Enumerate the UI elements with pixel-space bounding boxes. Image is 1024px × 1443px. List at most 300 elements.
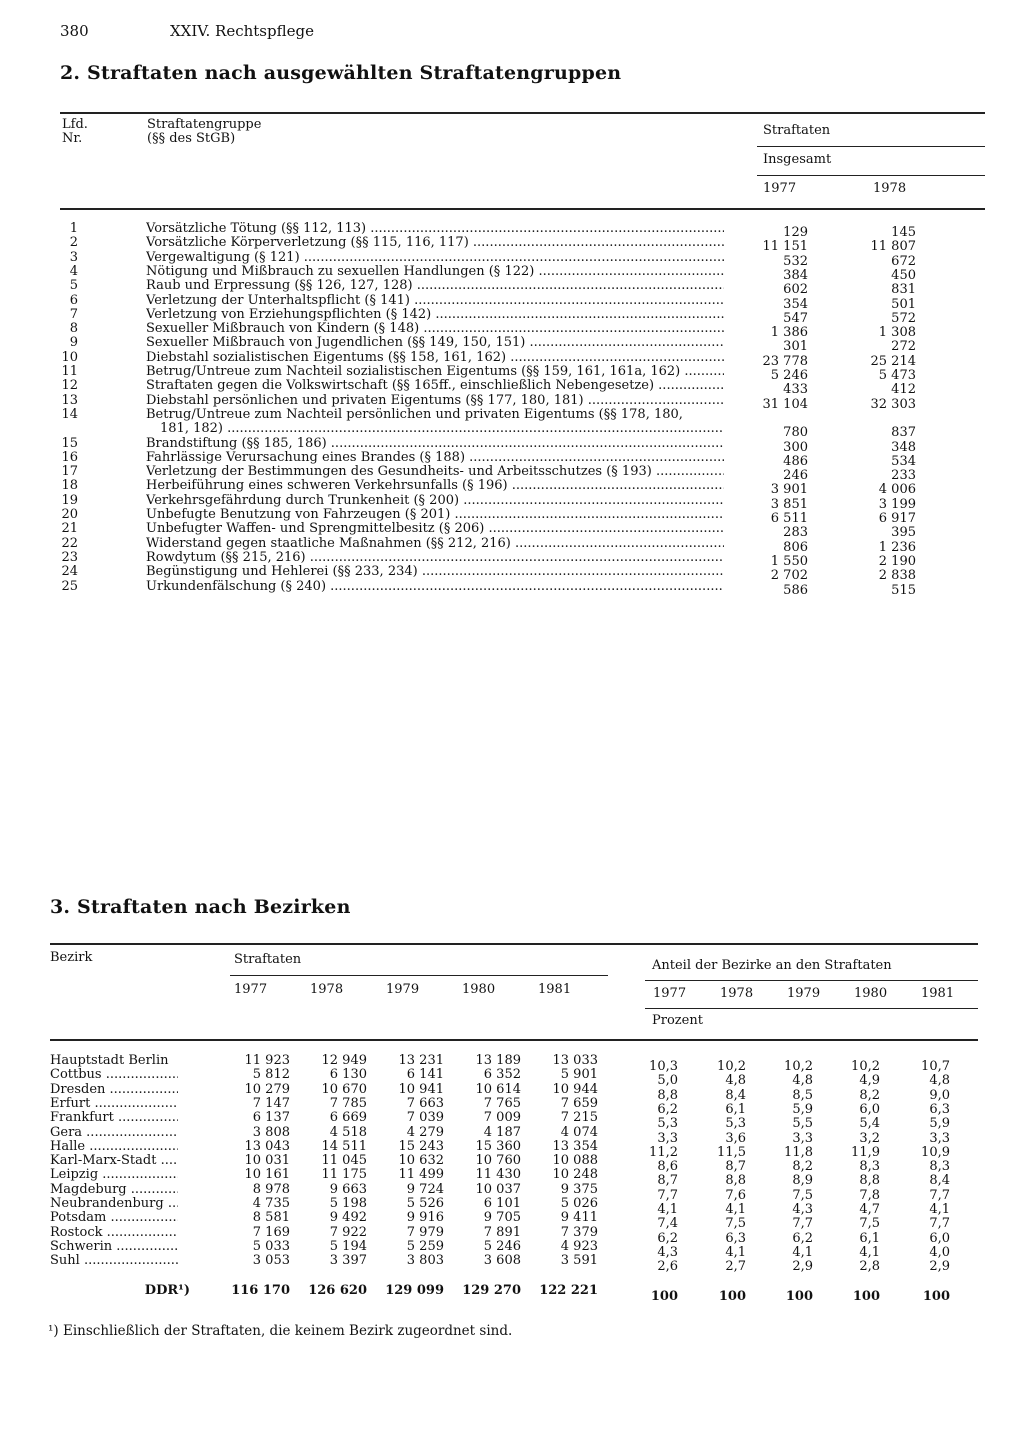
pct-value: 2,6 (657, 1259, 678, 1275)
value-1977: 3 851 (770, 496, 808, 512)
table3-col-straftaten: Straftaten (234, 952, 302, 967)
pct-value: 7,5 (725, 1216, 746, 1232)
table-row (0, 549, 1024, 569)
pct-year-1978: 1978 (720, 986, 754, 1001)
value-1977: 5 246 (770, 368, 808, 383)
value-1977: 547 (783, 310, 808, 326)
pct-value: 2,9 (792, 1259, 813, 1275)
value-1977: 246 (783, 468, 808, 484)
table-row (0, 1253, 1024, 1275)
row-label: Urkundenfälschung (§ 240) ..... (146, 580, 724, 594)
value-1978: 395 (891, 525, 916, 541)
pct-value: 8,2 (859, 1087, 880, 1103)
value-1978: 272 (891, 339, 916, 355)
table-row (0, 349, 1024, 369)
table-row (0, 464, 1024, 484)
value-1977: 3 901 (770, 482, 808, 498)
value-1977: 1 386 (770, 325, 808, 341)
abs-value: 13 231 (398, 1053, 444, 1068)
pct-value: 4,8 (725, 1073, 746, 1089)
pct-value: 5,9 (929, 1116, 950, 1132)
pct-value: 6,1 (725, 1101, 746, 1117)
bezirk-name: Gera ..... (50, 1126, 178, 1140)
pct-value: 5,0 (657, 1073, 678, 1089)
page-number: 380 (60, 22, 89, 40)
abs-value: 6 669 (329, 1110, 367, 1126)
table2-col-insgesamt: Insgesamt (763, 152, 832, 167)
abs-value: 7 891 (483, 1224, 521, 1240)
value-1977: 532 (783, 253, 808, 269)
table3-top-rule (50, 943, 978, 945)
row-number: 16 (61, 449, 78, 465)
total-abs-value: 129 099 (385, 1283, 444, 1298)
total-abs-value: 122 221 (539, 1283, 598, 1298)
value-1977: 586 (783, 582, 808, 598)
value-1978: 348 (891, 439, 916, 455)
row-number: 12 (61, 378, 78, 394)
row-label: Sexueller Mißbrauch von Jugendlichen (§§ 149, 150, 151) ..... (146, 336, 724, 350)
abs-value: 9 492 (329, 1210, 367, 1226)
row-label: Widerstand gegen staatliche Maßnahmen (§§ 212, 216) ..... (146, 537, 724, 551)
row-number: 23 (61, 549, 78, 565)
abs-value: 5 026 (560, 1196, 598, 1211)
pct-value: 6,3 (929, 1101, 950, 1117)
row-number: 11 (61, 364, 78, 379)
value-1977: 300 (783, 439, 808, 455)
table3-head-rule (50, 1039, 978, 1041)
value-1978: 5 473 (878, 368, 916, 383)
row-label: Brandstiftung (§§ 185, 186) ..... (146, 437, 724, 451)
abs-year-1981: 1981 (538, 982, 572, 997)
pct-value: 11,5 (717, 1144, 746, 1160)
pct-value: 6,2 (792, 1230, 813, 1246)
abs-value: 5 194 (329, 1238, 367, 1254)
value-1978: 32 303 (870, 396, 916, 412)
row-label: Betrug/Untreue zum Nachteil sozialistischen Eigentums (§§ 159, 161, 161a, 162) ..... (146, 365, 724, 379)
pct-value: 7,7 (929, 1187, 950, 1203)
value-1978: 837 (891, 425, 916, 441)
row-label: Vorsätzliche Tötung (§§ 112, 113) ..... (146, 222, 724, 236)
abs-value: 7 039 (406, 1110, 444, 1126)
pct-value: 8,8 (657, 1087, 678, 1103)
abs-value: 10 670 (321, 1081, 367, 1097)
abs-value: 5 246 (483, 1238, 521, 1254)
abs-value: 5 033 (252, 1238, 290, 1254)
value-1977: 23 778 (762, 353, 808, 369)
abs-value: 5 812 (252, 1067, 290, 1083)
table2-rule-insgesamt (757, 175, 985, 176)
row-label: Fahrlässige Verursachung eines Brandes (§ 188) ..... (146, 451, 724, 465)
abs-value: 9 724 (406, 1181, 444, 1197)
pct-value: 4,1 (792, 1244, 813, 1260)
abs-year-1978: 1978 (310, 982, 344, 997)
value-1978: 4 006 (878, 482, 916, 498)
row-number: 24 (61, 564, 78, 580)
table2-head-rule (60, 208, 985, 210)
row-number: 19 (61, 492, 78, 508)
value-1977: 806 (783, 539, 808, 555)
abs-value: 11 923 (244, 1053, 290, 1068)
total-pct-value: 100 (650, 1289, 678, 1304)
pct-value: 8,7 (657, 1173, 678, 1189)
table-row (0, 235, 1024, 255)
row-label: Sexueller Mißbrauch von Kindern (§ 148) ..... (146, 322, 724, 336)
abs-value: 10 944 (552, 1081, 598, 1097)
value-1978: 145 (891, 225, 916, 240)
value-1978: 412 (891, 382, 916, 398)
bezirk-name: Suhl ..... (50, 1254, 178, 1268)
value-1978: 2 838 (878, 568, 916, 584)
pct-value: 5,3 (725, 1116, 746, 1132)
pct-value: 4,9 (859, 1073, 880, 1089)
col-nr-line1: Lfd. (62, 117, 88, 132)
row-label: Vergewaltigung (§ 121) ..... (146, 251, 724, 265)
value-1978: 6 917 (878, 511, 916, 526)
pct-value: 4,8 (929, 1073, 950, 1089)
value-1978: 2 190 (878, 553, 916, 569)
value-1977: 11 151 (762, 239, 808, 255)
abs-value: 3 803 (406, 1253, 444, 1269)
pct-year-1980: 1980 (854, 986, 888, 1001)
row-label: Verletzung von Erziehungspflichten (§ 142) ..... (146, 308, 724, 322)
pct-value: 8,8 (725, 1173, 746, 1189)
abs-value: 7 169 (252, 1224, 290, 1240)
pct-value: 8,8 (859, 1173, 880, 1189)
row-number: 4 (69, 263, 78, 279)
pct-value: 7,7 (929, 1216, 950, 1232)
row-label: Raub und Erpressung (§§ 126, 127, 128) ..... (146, 279, 724, 293)
table2-col-straftaten: Straftaten (763, 123, 831, 138)
bezirk-name: Hauptstadt Berlin (50, 1053, 169, 1068)
abs-value: 7 009 (483, 1110, 521, 1126)
bezirk-name: Halle ..... (50, 1140, 178, 1154)
abs-value: 10 632 (398, 1153, 444, 1169)
value-1978: 501 (891, 296, 916, 312)
row-number: 8 (69, 321, 78, 337)
pct-value: 7,7 (657, 1187, 678, 1203)
pct-value: 3,2 (859, 1130, 880, 1146)
table2-col-nr (62, 118, 88, 146)
table-row (0, 221, 1024, 240)
table-row (0, 478, 1024, 498)
abs-value: 10 088 (552, 1153, 598, 1169)
value-1977: 384 (783, 267, 808, 283)
value-1977: 354 (783, 296, 808, 312)
table-row (0, 378, 1024, 398)
abs-value: 11 499 (398, 1167, 444, 1183)
table-row (0, 449, 1024, 469)
abs-year-1980: 1980 (462, 982, 496, 997)
pct-value: 10,9 (921, 1144, 950, 1160)
abs-value: 13 033 (552, 1053, 598, 1068)
value-1978: 450 (891, 267, 916, 283)
table-row (0, 535, 1024, 555)
bezirk-name: Schwerin ..... (50, 1240, 178, 1254)
row-label: Verletzung der Bestimmungen des Gesundheits- und Arbeitsschutzes (§ 193) ..... (146, 465, 724, 479)
abs-value: 3 608 (483, 1253, 521, 1269)
pct-value: 10,2 (784, 1059, 813, 1074)
table3-rule-straftaten (230, 975, 608, 976)
chapter-title: XXIV. Rechtspflege (170, 22, 314, 40)
abs-value: 7 979 (406, 1224, 444, 1240)
abs-value: 15 360 (475, 1138, 521, 1154)
row-label: Unbefugte Benutzung von Fahrzeugen (§ 201) ..... (146, 508, 724, 522)
abs-value: 14 511 (321, 1138, 367, 1154)
footnote: ¹) Einschließlich der Straftaten, die keinem Bezirk zugeordnet sind. (48, 1323, 513, 1339)
abs-value: 10 614 (475, 1081, 521, 1097)
row-number: 9 (69, 335, 78, 351)
page-header (60, 22, 314, 40)
row-label: Unbefugter Waffen- und Sprengmittelbesitz (§ 206) ..... (146, 522, 724, 536)
table-row (0, 435, 1024, 455)
row-label: Herbeiführung eines schweren Verkehrsunfalls (§ 196) ..... (146, 479, 724, 493)
bezirk-name: Karl-Marx-Stadt ..... (50, 1154, 178, 1168)
table-row (0, 564, 1024, 584)
abs-value: 3 808 (252, 1124, 290, 1140)
table3-rule-anteil (645, 980, 978, 981)
abs-value: 6 352 (483, 1067, 521, 1083)
pct-value: 8,3 (859, 1159, 880, 1175)
bezirk-name: Erfurt ..... (50, 1097, 178, 1111)
table-row (0, 406, 1024, 441)
abs-value: 9 663 (329, 1181, 367, 1197)
abs-value: 3 591 (560, 1253, 598, 1269)
value-1978: 1 236 (878, 539, 916, 555)
total-pct-value: 100 (785, 1289, 813, 1304)
bezirk-name: Rostock ..... (50, 1226, 178, 1240)
row-number: 3 (69, 249, 78, 265)
pct-value: 2,7 (725, 1259, 746, 1275)
row-label-continuation: 181, 182) ..... (160, 422, 724, 436)
abs-value: 5 526 (406, 1196, 444, 1211)
abs-value: 13 043 (244, 1138, 290, 1154)
abs-value: 6 101 (483, 1196, 521, 1211)
table-row (0, 335, 1024, 355)
table2-rule-straftaten (757, 146, 985, 147)
pct-value: 5,3 (657, 1116, 678, 1132)
table2-title: 2. Straftaten nach ausgewählten Straftatengruppen (60, 62, 622, 84)
abs-value: 10 941 (398, 1081, 444, 1097)
abs-value: 12 949 (321, 1053, 367, 1068)
pct-value: 8,5 (792, 1087, 813, 1103)
row-label: Straftaten gegen die Volkswirtschaft (§§ 165ff., einschließlich Nebengesetze) ..... (146, 379, 724, 393)
abs-value: 7 922 (329, 1224, 367, 1240)
abs-value: 7 379 (560, 1224, 598, 1240)
abs-value: 4 923 (560, 1238, 598, 1254)
abs-value: 4 279 (406, 1124, 444, 1140)
abs-value: 4 187 (483, 1124, 521, 1140)
pct-value: 7,6 (725, 1187, 746, 1203)
row-label: Diebstahl persönlichen und privaten Eigentums (§§ 177, 180, 181) ..... (146, 394, 724, 408)
pct-value: 10,2 (717, 1059, 746, 1074)
pct-value: 4,3 (657, 1244, 678, 1260)
total-label: DDR¹) (144, 1283, 190, 1298)
col-group-line1: Straftatengruppe (147, 117, 262, 132)
total-abs-value: 126 620 (308, 1283, 367, 1298)
abs-value: 10 279 (244, 1081, 290, 1097)
abs-value: 9 916 (406, 1210, 444, 1226)
value-1977: 780 (783, 425, 808, 441)
abs-value: 4 518 (329, 1124, 367, 1140)
table-row (0, 578, 1024, 598)
value-1978: 534 (891, 453, 916, 469)
abs-value: 15 243 (398, 1138, 444, 1154)
value-1977: 2 702 (770, 568, 808, 584)
pct-value: 4,1 (657, 1202, 678, 1217)
value-1978: 1 308 (878, 325, 916, 341)
pct-value: 6,2 (657, 1230, 678, 1246)
row-label: Betrug/Untreue zum Nachteil persönlichen und privaten Eigentums (§§ 178, 180, (146, 406, 683, 422)
row-label: Begünstigung und Hehlerei (§§ 233, 234) ..... (146, 565, 724, 579)
value-1978: 515 (891, 582, 916, 598)
table3-title: 3. Straftaten nach Bezirken (50, 896, 351, 918)
row-number: 20 (61, 507, 78, 522)
pct-value: 8,9 (792, 1173, 813, 1189)
table3-col-bezirk: Bezirk (50, 950, 93, 965)
abs-value: 9 375 (560, 1181, 598, 1197)
table-row (0, 521, 1024, 541)
pct-value: 5,9 (792, 1101, 813, 1117)
pct-value: 8,6 (657, 1159, 678, 1175)
pct-value: 6,2 (657, 1101, 678, 1117)
bezirk-name: Cottbus ..... (50, 1068, 178, 1082)
table-row (0, 507, 1024, 526)
row-number: 22 (61, 535, 78, 551)
bezirk-name: Frankfurt ..... (50, 1111, 178, 1125)
row-label: Rowdytum (§§ 215, 216) ..... (146, 551, 724, 565)
abs-value: 11 175 (321, 1167, 367, 1183)
value-1977: 433 (783, 382, 808, 398)
pct-value: 10,7 (921, 1059, 950, 1074)
value-1977: 602 (783, 282, 808, 298)
abs-year-1979: 1979 (386, 982, 420, 997)
total-abs-value: 129 270 (462, 1283, 521, 1298)
abs-value: 5 901 (560, 1067, 598, 1083)
table2-col-group (147, 118, 261, 146)
table-row (0, 1196, 1024, 1217)
pct-value: 7,5 (859, 1216, 880, 1232)
value-1977: 129 (783, 225, 808, 240)
abs-value: 10 248 (552, 1167, 598, 1183)
bezirk-name: Magdeburg ..... (50, 1183, 178, 1197)
abs-value: 11 045 (321, 1153, 367, 1169)
row-number: 13 (61, 392, 78, 408)
value-1978: 25 214 (870, 353, 916, 369)
row-number: 6 (69, 292, 78, 308)
row-number: 17 (61, 464, 78, 480)
pct-value: 3,6 (725, 1130, 746, 1146)
value-1977: 1 550 (770, 553, 808, 569)
value-1978: 11 807 (870, 239, 916, 255)
value-1978: 672 (891, 253, 916, 269)
row-number: 7 (69, 306, 78, 322)
pct-value: 10,2 (851, 1059, 880, 1074)
table2-year-1977: 1977 (763, 181, 797, 196)
value-1978: 572 (891, 310, 916, 326)
row-number: 5 (69, 278, 78, 294)
abs-value: 10 760 (475, 1153, 521, 1169)
total-pct-value: 100 (922, 1289, 950, 1304)
total-row (0, 1283, 1024, 1304)
abs-value: 7 765 (483, 1095, 521, 1111)
abs-value: 7 659 (560, 1095, 598, 1111)
pct-value: 4,8 (792, 1073, 813, 1089)
abs-value: 8 581 (252, 1210, 290, 1226)
pct-year-1977: 1977 (653, 986, 687, 1001)
abs-value: 7 215 (560, 1110, 598, 1126)
pct-year-1979: 1979 (787, 986, 821, 1001)
table3-rule-years (645, 1008, 978, 1009)
value-1977: 283 (783, 525, 808, 541)
row-label: Vorsätzliche Körperverletzung (§§ 115, 116, 117) ..... (146, 236, 724, 250)
row-number: 1 (69, 221, 78, 236)
abs-value: 7 147 (252, 1095, 290, 1111)
pct-value: 10,3 (649, 1059, 678, 1074)
table2-year-1978: 1978 (873, 181, 907, 196)
abs-value: 7 785 (329, 1095, 367, 1111)
abs-value: 6 141 (406, 1067, 444, 1083)
pct-year-1981: 1981 (921, 986, 955, 1001)
row-number: 18 (61, 478, 78, 494)
abs-value: 11 430 (475, 1167, 521, 1183)
abs-value: 10 161 (244, 1167, 290, 1183)
abs-value: 6 130 (329, 1067, 367, 1083)
pct-value: 6,0 (929, 1230, 950, 1246)
pct-value: 6,1 (859, 1230, 880, 1246)
abs-value: 6 137 (252, 1110, 290, 1126)
table-row (0, 321, 1024, 341)
value-1977: 301 (783, 339, 808, 355)
value-1977: 6 511 (770, 511, 808, 526)
pct-value: 8,2 (792, 1159, 813, 1175)
bezirk-name: Leipzig ..... (50, 1168, 178, 1182)
abs-value: 5 198 (329, 1196, 367, 1211)
abs-value: 8 978 (252, 1181, 290, 1197)
pct-value: 4,1 (725, 1244, 746, 1260)
bezirk-name: Neubrandenburg ..... (50, 1197, 178, 1211)
total-pct-value: 100 (718, 1289, 746, 1304)
abs-value: 4 074 (560, 1124, 598, 1140)
pct-value: 3,3 (792, 1130, 813, 1146)
pct-value: 8,7 (725, 1159, 746, 1175)
pct-value: 4,1 (929, 1202, 950, 1217)
value-1978: 831 (891, 282, 916, 298)
abs-value: 5 259 (406, 1238, 444, 1254)
row-label: Verletzung der Unterhaltspflicht (§ 141) ..... (146, 294, 724, 308)
pct-value: 6,3 (725, 1230, 746, 1246)
abs-value: 10 031 (244, 1153, 290, 1169)
table-row (0, 263, 1024, 283)
table-row (0, 364, 1024, 383)
abs-year-1977: 1977 (234, 982, 268, 997)
table-row (0, 249, 1024, 269)
pct-value: 11,9 (851, 1144, 880, 1160)
bezirk-name: Potsdam ..... (50, 1211, 178, 1225)
pct-value: 7,7 (792, 1216, 813, 1232)
col-group-line2: (§§ des StGB) (147, 131, 236, 146)
pct-value: 7,4 (657, 1216, 678, 1232)
pct-value: 2,8 (859, 1259, 880, 1275)
table3-col-prozent: Prozent (652, 1013, 703, 1028)
abs-value: 3 397 (329, 1253, 367, 1269)
table-row (0, 1053, 1024, 1074)
value-1978: 3 199 (878, 496, 916, 512)
pct-value: 4,0 (929, 1244, 950, 1260)
row-number: 10 (61, 349, 78, 365)
col-nr-line2: Nr. (62, 131, 83, 146)
pct-value: 4,1 (859, 1244, 880, 1260)
row-label: Nötigung und Mißbrauch zu sexuellen Handlungen (§ 122) ..... (146, 265, 724, 279)
